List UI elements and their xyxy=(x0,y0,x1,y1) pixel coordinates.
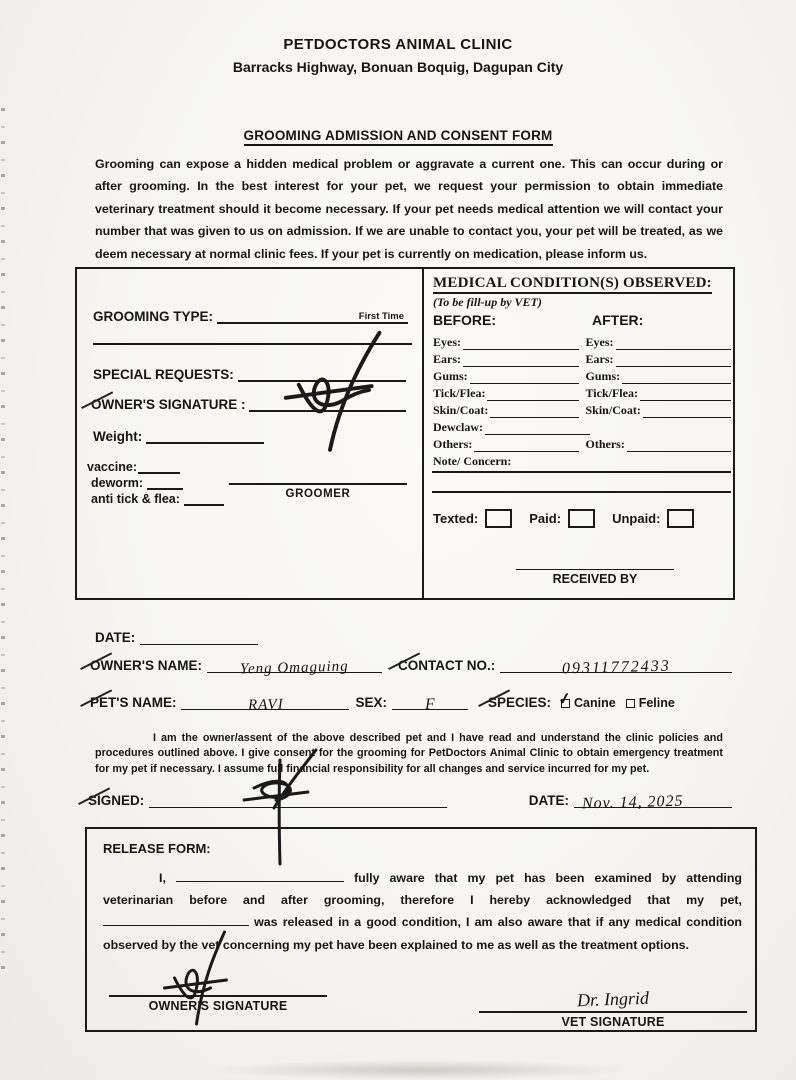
owners-name-value: Yeng Omaguing xyxy=(239,658,350,678)
pet-details-row xyxy=(90,689,732,714)
special-requests-blank-line xyxy=(238,367,406,382)
contact-no-value: 09311772433 xyxy=(561,657,671,678)
before-column-header: BEFORE: xyxy=(433,312,496,328)
before-others-label: Others: xyxy=(433,437,473,451)
release-pet-blank xyxy=(103,913,249,926)
species-option-canine xyxy=(556,689,616,710)
medical-rows xyxy=(433,333,731,469)
consent-date-value: Nov. 14, 2025 xyxy=(581,792,684,813)
after-others-label: Others: xyxy=(585,437,625,451)
deworm-field xyxy=(91,475,183,490)
date-field xyxy=(95,628,258,645)
scan-smudge-artifact xyxy=(210,1060,630,1080)
special-requests-label: SPECIAL REQUESTS: xyxy=(93,367,234,382)
payment-status-row xyxy=(433,509,731,528)
medical-row-skin-coat xyxy=(433,401,731,418)
after-gums-line xyxy=(622,372,731,384)
canine-checkbox xyxy=(556,689,573,709)
release-name-blank xyxy=(176,869,344,882)
after-tick-flea-label: Tick/Flea: xyxy=(585,386,638,400)
grooming-type-label: GROOMING TYPE: xyxy=(93,309,214,324)
owners-name-label: OWNER'S NAME: xyxy=(90,658,202,673)
date-label: DATE: xyxy=(95,630,136,645)
anti-tick-flea-blank-line xyxy=(184,491,224,506)
medical-panel-title: MEDICAL CONDITION(S) OBSERVED: xyxy=(433,275,712,294)
after-ears-line xyxy=(616,355,732,367)
groomer-label: GROOMER xyxy=(285,488,351,500)
unpaid-checkbox xyxy=(667,509,694,528)
dewclaw-label: Dewclaw: xyxy=(433,420,483,434)
sex-line xyxy=(392,693,468,714)
vaccine-label: vaccine: xyxy=(87,460,138,474)
form-title: GROOMING ADMISSION AND CONSENT FORM xyxy=(0,127,796,145)
release-text-part3: was released in a good condition, I am also aware that if any medical condition observed by the vet concerning my pet have been explained to me as well as the treatment options. xyxy=(103,915,742,952)
canine-checkmark: ✓ xyxy=(556,689,573,709)
note-blank-line-2 xyxy=(432,491,731,493)
texted-checkbox xyxy=(485,509,512,528)
after-skin-coat-line xyxy=(643,406,731,418)
release-form-text xyxy=(103,867,742,956)
release-text-part2: fully aware that my pet has been examined by attending veterinarian before and after grooming, therefore I hereby acknowledged that my pet, xyxy=(103,871,742,908)
special-requests-field xyxy=(93,367,406,382)
received-by-label: RECEIVED BY xyxy=(552,572,638,586)
medical-row-note xyxy=(433,452,731,469)
anti-tick-flea-label: anti tick & flea: xyxy=(91,492,180,506)
scan-edge-artifact xyxy=(1,95,5,975)
medical-panel-subtitle: (To be fill-up by VET) xyxy=(433,295,542,309)
note-concern-label: Note/ Concern: xyxy=(433,454,512,468)
contact-no-label: CONTACT NO.: xyxy=(397,658,496,673)
medical-row-tick-flea xyxy=(433,384,731,401)
owners-signature-label: OWNER'S SIGNATURE : xyxy=(91,397,246,412)
medical-row-others xyxy=(433,435,731,452)
weight-label: Weight: xyxy=(93,429,143,444)
paid-label: Paid: xyxy=(529,511,562,526)
after-others-line xyxy=(627,440,731,452)
medical-conditions-panel xyxy=(422,269,735,598)
consent-date-label: DATE: xyxy=(528,793,569,808)
owners-signature-blank-line xyxy=(249,397,406,412)
vaccine-field xyxy=(87,459,180,474)
canine-label: Canine xyxy=(574,696,616,710)
before-eyes-label: Eyes: xyxy=(433,335,461,349)
owners-signature-field xyxy=(91,397,406,412)
weight-field xyxy=(93,429,264,444)
divider-line xyxy=(93,343,412,345)
consent-paragraph: I am the owner/assent of the above described pet and I have read and understand the clinic policies and procedures outlined above. I give consent for the grooming for PetDoctors Animal Clinic to obtain emergency treatment for my pet if necessary. I assume full financial responsibility for all changes and service incurred for my pet. xyxy=(95,732,723,775)
vaccine-blank-line xyxy=(138,459,180,474)
admission-box xyxy=(75,267,735,600)
release-owner-signature-label: OWNER'S SIGNATURE xyxy=(148,999,288,1013)
weight-blank-line xyxy=(146,429,264,444)
release-owner-signature-line xyxy=(109,995,327,997)
vet-signature-handwriting: Dr. Ingrid xyxy=(576,987,650,1011)
medical-row-gums xyxy=(433,367,731,384)
note-blank-line-1 xyxy=(432,471,731,473)
before-skin-coat-line xyxy=(490,406,578,418)
pets-name-label: PET'S NAME: xyxy=(90,695,177,710)
pets-name-line xyxy=(181,693,349,714)
release-form-title: RELEASE FORM: xyxy=(103,841,211,856)
before-ears-label: Ears: xyxy=(433,352,461,366)
anti-tick-flea-field xyxy=(91,491,224,506)
pets-name-value: RAVI xyxy=(247,696,284,714)
groomer-blank-line xyxy=(229,483,407,485)
owner-contact-row xyxy=(90,656,732,678)
before-others-line xyxy=(474,440,578,452)
feline-checkbox xyxy=(626,699,635,708)
consent-date-line xyxy=(574,791,732,813)
release-vet-signature-field xyxy=(479,989,747,1029)
release-form-box xyxy=(85,827,757,1032)
sex-value: F xyxy=(424,695,436,714)
sex-label: SEX: xyxy=(355,695,387,710)
feline-label: Feline xyxy=(638,696,675,710)
species-label: SPECIES: xyxy=(487,695,552,710)
medical-row-eyes xyxy=(433,333,731,350)
after-column-header: AFTER: xyxy=(592,312,644,328)
received-by-field xyxy=(516,569,674,586)
clinic-name: PETDOCTORS ANIMAL CLINIC xyxy=(283,36,513,53)
deworm-label: deworm: xyxy=(91,476,144,490)
paid-checkbox xyxy=(568,509,595,528)
grooming-type-blank-line xyxy=(217,309,408,324)
release-text-part1: I, xyxy=(159,871,166,885)
grooming-type-field xyxy=(93,309,408,324)
groomer-field xyxy=(229,483,407,500)
medical-row-ears xyxy=(433,350,731,367)
unpaid-label: Unpaid: xyxy=(612,511,661,526)
release-owner-signature-field xyxy=(109,995,327,1013)
grooming-panel xyxy=(77,269,422,598)
clinic-address: Barracks Highway, Bonuan Boquig, Dagupan City xyxy=(232,59,564,75)
before-gums-line xyxy=(470,372,579,384)
before-ears-line xyxy=(463,355,579,367)
after-eyes-line xyxy=(616,338,732,350)
contact-no-line xyxy=(500,656,732,678)
owners-name-line xyxy=(207,656,382,678)
before-eyes-line xyxy=(463,338,579,350)
dewclaw-line xyxy=(485,423,590,435)
release-vet-signature-label: VET SIGNATURE xyxy=(561,1015,665,1029)
before-skin-coat-label: Skin/Coat: xyxy=(433,403,489,417)
before-tick-flea-label: Tick/Flea: xyxy=(433,386,486,400)
after-gums-label: Gums: xyxy=(585,369,621,383)
medical-row-dewclaw xyxy=(433,418,731,435)
date-blank-line xyxy=(140,628,258,645)
first-time-label: First Time xyxy=(358,311,404,322)
signed-blank-line xyxy=(149,791,447,808)
intro-paragraph: Grooming can expose a hidden medical problem or aggravate a current one. This can occur during or after grooming. In the best interest for your pet, we request your permission to obtain immediate veterinary treatment should it become necessary. If your pet needs medical attention we will contact your number that was given to us on admission. If we are unable to contact you, your pet will be treated, as we deem necessary at normal clinic fees. If your pet is currently on medication, please inform us. xyxy=(95,157,723,261)
before-tick-flea-line xyxy=(487,389,578,401)
deworm-blank-line xyxy=(147,475,183,490)
received-by-line xyxy=(516,569,674,570)
texted-label: Texted: xyxy=(433,511,479,526)
signed-date-row xyxy=(88,791,732,813)
after-tick-flea-line xyxy=(640,389,731,401)
signed-label: SIGNED: xyxy=(88,793,145,808)
species-option-feline xyxy=(626,696,675,710)
before-gums-label: Gums: xyxy=(433,369,468,383)
after-eyes-label: Eyes: xyxy=(585,335,614,349)
after-skin-coat-label: Skin/Coat: xyxy=(585,403,641,417)
after-ears-label: Ears: xyxy=(585,352,614,366)
